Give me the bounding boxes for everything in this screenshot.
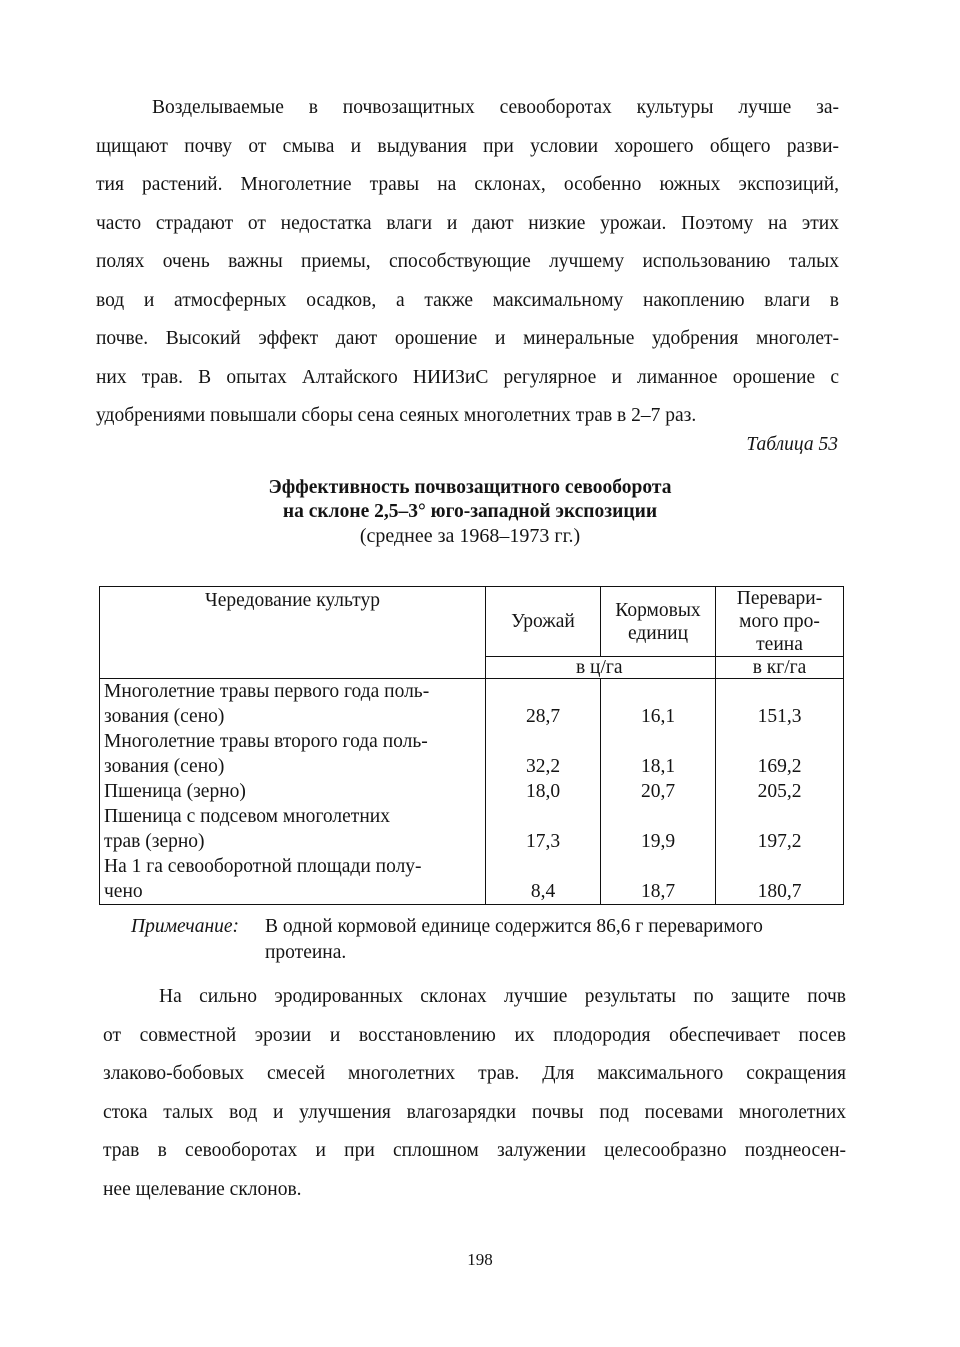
text-line: стока талых вод и улучшения влагозарядки почвы под посевами многолетних — [103, 1101, 846, 1123]
text-line: почве. Высокий эффект дают орошение и минеральные удобрения многолет- — [96, 328, 839, 349]
note-text: В одной кормовой единице содержится 86,6 г переваримого протеина. — [265, 916, 763, 963]
header-feed-units: Кормовых единиц — [601, 587, 716, 657]
text-line: часто страдают от недостатка влаги и дают низкие урожаи. Поэтому на этих — [96, 212, 839, 234]
row-crop-name: На 1 га севооборотной площади полу- чено — [100, 854, 486, 905]
row-protein: 205,2 — [716, 779, 844, 804]
row-crop-name: Пшеница (зерно) — [100, 779, 486, 804]
text-line: полях очень важны приемы, способствующие лучшему использованию талых — [96, 251, 839, 272]
unit-right: /га — [601, 657, 716, 679]
row-yield: 28,7 — [486, 679, 601, 730]
header-crops: Чередование культур — [100, 587, 486, 679]
row-feed: 20,7 — [601, 779, 716, 804]
row-feed: 16,1 — [601, 679, 716, 730]
unit-protein: в кг/га — [716, 657, 844, 679]
table-row — [100, 804, 844, 854]
text-line: щищают почву от смыва и выдувания при условии хорошего общего разви- — [96, 135, 839, 157]
table-title-line: на склоне 2,5–3° юго-западной экспозиции — [282, 501, 658, 522]
table-number-label: Таблица 53 — [746, 434, 838, 455]
row-feed: 19,9 — [601, 804, 716, 854]
text-line: нее щелевание склонов. — [103, 1178, 302, 1200]
row-protein: 169,2 — [716, 729, 844, 779]
table-row — [100, 679, 844, 730]
paragraph-conclusion — [103, 978, 846, 1210]
note-label: Примечание: — [131, 916, 240, 937]
table-row — [100, 779, 844, 804]
text-line: трав в севооборотах и при сплошном залужении целесообразно позднеосен- — [103, 1140, 846, 1162]
table-note — [131, 914, 851, 966]
row-yield: 8,4 — [486, 854, 601, 905]
text-line: от совместной эрозии и восстановлению их плодородия обеспечивает посев — [103, 1024, 846, 1046]
row-crop-name: Многолетние травы второго года поль- зования (сено) — [100, 729, 486, 779]
table-subtitle: (среднее за 1968–1973 гг.) — [359, 525, 581, 547]
text-line: них трав. В опытах Алтайского НИИЗиС регулярное и лиманное орошение с — [96, 366, 839, 388]
row-protein: 197,2 — [716, 804, 844, 854]
row-crop-name: Многолетние травы первого года поль- зования (сено) — [100, 679, 486, 730]
text-line: вод и атмосферных осадков, а также максимальному накоплению влаги в — [96, 289, 839, 311]
row-feed: 18,1 — [601, 729, 716, 779]
row-crop-name: Пшеница с подсевом многолетних трав (зерно) — [100, 804, 486, 854]
text-line: Возделываемые в почвозащитных севооборотах культуры лучше за- — [152, 97, 839, 118]
table-row — [100, 729, 844, 779]
text-line: злаково-бобовых смесей многолетних трав. Для максимального сокращения — [103, 1063, 846, 1085]
efficiency-table — [99, 586, 844, 905]
text-line: удобрениями повышали сборы сена сеяных многолетних трав в 2–7 раз. — [96, 405, 697, 426]
row-yield: 18,0 — [486, 779, 601, 804]
row-protein: 151,3 — [716, 679, 844, 730]
row-protein: 180,7 — [716, 854, 844, 905]
table-title-line: Эффективность почвозащитного севооборота — [268, 477, 672, 498]
paragraph-intro — [96, 89, 839, 436]
header-protein: Перевари-мого про-теина — [716, 587, 844, 657]
unit-left: в ц — [486, 657, 601, 679]
text-line: На сильно эродированных склонах лучшие результаты по защите почв — [159, 986, 846, 1007]
table-row — [100, 854, 844, 905]
row-yield: 32,2 — [486, 729, 601, 779]
table-title — [150, 476, 790, 548]
text-line: тия растений. Многолетние травы на склонах, особенно южных экспозиций, — [96, 174, 839, 195]
row-feed: 18,7 — [601, 854, 716, 905]
header-yield: Урожай — [486, 587, 601, 657]
row-yield: 17,3 — [486, 804, 601, 854]
table-header-row — [100, 587, 844, 657]
page-number: 198 — [467, 1250, 493, 1269]
